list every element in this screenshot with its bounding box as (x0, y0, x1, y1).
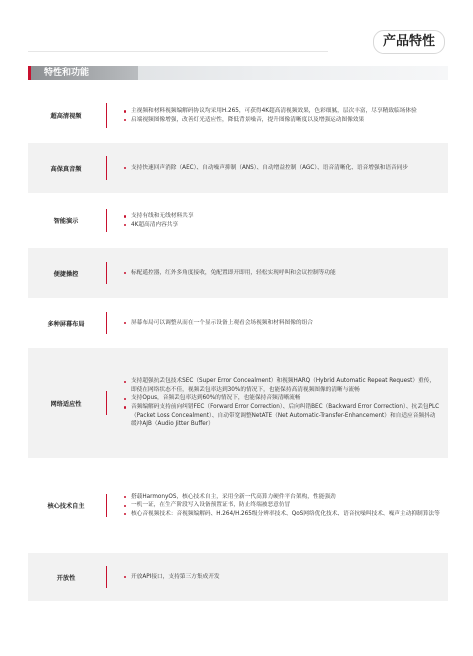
row-divider (106, 566, 107, 588)
row-divider (106, 312, 107, 334)
feature-list (124, 553, 440, 601)
row-divider (106, 156, 107, 180)
list-item: 一机一证，在生产阶段写入设备预置证书，防止终端被恶意仿冒 (124, 501, 440, 510)
row-divider (106, 494, 107, 517)
list-item: 支持Opus，音频丢包率达到60%的情况下，也能保持音频清晰流畅 (124, 394, 440, 403)
row-divider (106, 262, 107, 284)
feature-label: 多种屏幕布局 (47, 320, 85, 328)
list-item: 支持超强抗丢包技术SEC（Super Error Concealment）和视频HARQ（Hybrid Automatic Repeat Request）重传，即使在网络状态不佳，视频丢包率达到30%的情况下，也能保持高清视频图像的清晰与流畅 (124, 377, 440, 394)
product-title: 产品特性 (373, 30, 445, 54)
feature-row-video (28, 88, 448, 143)
row-divider (106, 209, 107, 232)
feature-list (124, 143, 440, 193)
feature-row-layout (28, 298, 448, 348)
feature-list (124, 298, 440, 348)
section-title: 特性和功能 (44, 68, 90, 78)
feature-label: 核心技术自主 (47, 503, 85, 510)
feature-table (28, 88, 448, 601)
row-divider (106, 103, 107, 128)
feature-label: 网络适应性 (50, 400, 82, 408)
list-item: 支持快速回声消除（AEC）、自动噪声抑制（ANS）、自动增益控制（AGC）、语音清晰化、语音增强和语音同步 (124, 164, 440, 173)
feature-label: 智能演示 (53, 218, 79, 225)
feature-list (124, 458, 440, 553)
header-line (28, 51, 328, 52)
list-item: 音频编解码支持前向纠错FEC（Forward Error Correction）、后向纠错BEC（Backward Error Correction）、抗丢包PLC（Packet Loss Concealment）、自动带宽调整NetATE（Net Automatic-Transfer-Enhancement）和自适应音频抖动缓冲AJB（Audio Jitter Buffer） (124, 403, 440, 429)
feature-label: 便捷操控 (53, 270, 79, 278)
list-item: 核心音视频技术：音视频编解码、H.264/H.265级分辨率技术、QoS网络优化技术、语音抗噪叫技术、噪声主动抑制算法等 (124, 510, 440, 519)
list-item: 搭载HarmonyOS，核心技术自主，采用全新一代高算力硬件平台架构，性能强劲 (124, 493, 440, 502)
row-divider (106, 391, 107, 415)
feature-row-control (28, 248, 448, 298)
list-item: 主视频和材料视频编解码协议均采用H.265，可获得4K超高清视频效果，色彩细腻，层次丰富，尽享精致临场体验 (124, 107, 440, 116)
feature-label: 超高清视频 (50, 113, 82, 120)
feature-list (124, 348, 440, 458)
list-item: 屏幕布局可以调整从而在一个显示设备上观看会场视频和材料图像的组合 (124, 319, 440, 328)
feature-label: 高保真音频 (50, 165, 82, 173)
section-accent (28, 66, 31, 80)
feature-list (124, 88, 440, 143)
feature-label: 开放性 (56, 574, 76, 582)
list-item: 开放API接口，支持第三方集成开发 (124, 573, 440, 582)
feature-row-network (28, 348, 448, 458)
list-item: 启端视频图像增强，改善灯光适应性，降低背景噪音，提升图像清晰度以及增强运动图像效果 (124, 116, 440, 125)
feature-list (124, 193, 440, 248)
feature-row-openness (28, 553, 448, 601)
list-item: 4K超高清内容共享 (124, 221, 440, 230)
feature-row-audio (28, 143, 448, 193)
list-item: 标配遥控器，红外多角度接收，免配置即开即用，轻松实现呼叫和会议控制等功能 (124, 269, 440, 278)
list-item: 支持有线和无线材料共享 (124, 212, 440, 221)
feature-list (124, 248, 440, 298)
feature-row-presentation (28, 193, 448, 248)
feature-row-core-tech (28, 458, 448, 553)
